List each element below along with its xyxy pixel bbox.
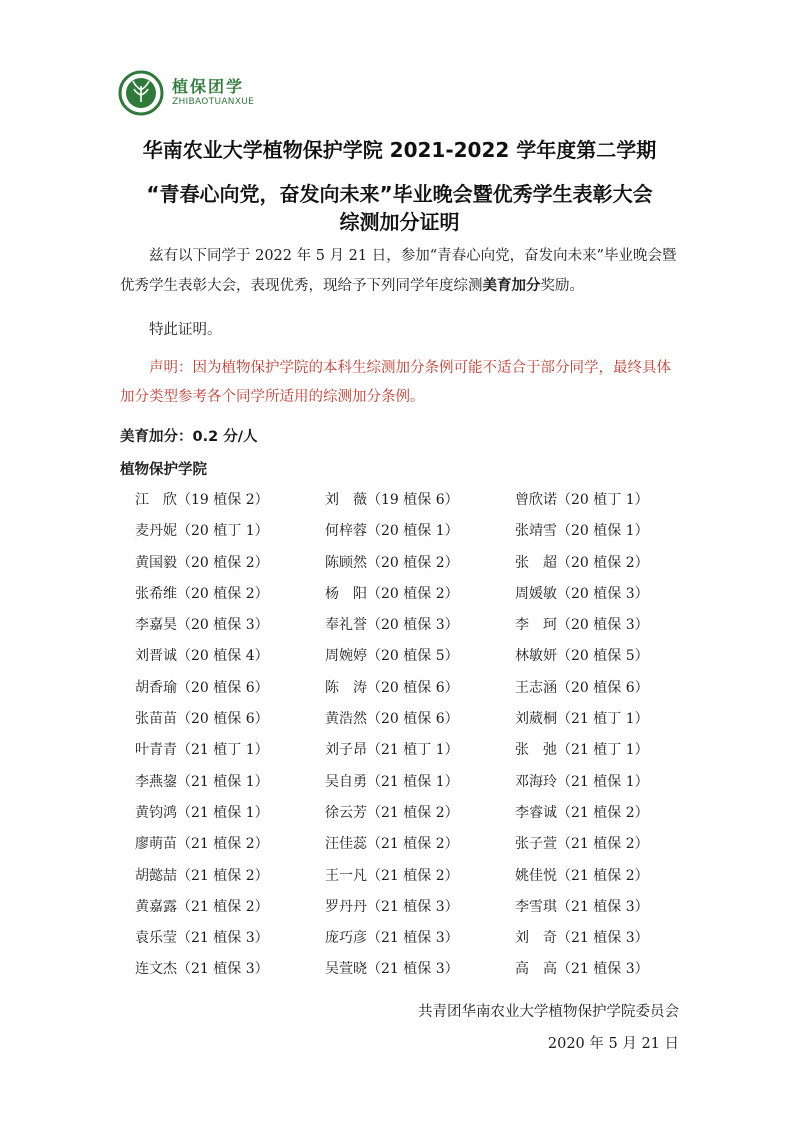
student-entry: 袁乐莹（21 植保 3） bbox=[135, 930, 269, 947]
notice-paragraph: 声明：因为植物保护学院的本科生综测加分条例可能不适合于部分同学，最终具体加分类型参考各个同学所适用的综测加分条例。 bbox=[120, 360, 671, 405]
student-entry: 连文杰（21 植保 3） bbox=[135, 961, 269, 978]
student-entry: 吴自勇（21 植保 1） bbox=[325, 773, 459, 790]
student-entry: 周婉婷（20 植保 5） bbox=[325, 648, 459, 665]
student-entry: 曾欣诺（20 植丁 1） bbox=[515, 492, 649, 508]
document-title-line2: “青春心向党，奋发向未来”毕业晚会暨优秀学生表彰大会 bbox=[146, 182, 653, 206]
student-entry: 刘 薇（19 植保 6） bbox=[325, 492, 459, 508]
student-entry: 林敏妍（20 植保 5） bbox=[515, 648, 649, 665]
student-entry: 奉礼誉（20 植保 3） bbox=[325, 617, 459, 634]
student-entry: 黄钧鸿（21 植保 1） bbox=[135, 804, 269, 821]
student-entry: 张希维（20 植保 2） bbox=[135, 585, 269, 602]
student-entry: 叶青青（21 植丁 1） bbox=[135, 742, 269, 759]
student-entry: 黄嘉露（21 植保 2） bbox=[135, 898, 269, 915]
document-title-line1: 华南农业大学植物保护学院 2021-2022 学年度第二学期 bbox=[142, 138, 657, 162]
student-entry: 张苗苗（20 植保 6） bbox=[135, 711, 269, 728]
student-entry: 张靖雪（20 植保 1） bbox=[515, 523, 649, 540]
student-entry: 姚佳悦（21 植保 2） bbox=[515, 867, 649, 884]
document-title-line3: 综测加分证明 bbox=[339, 210, 460, 234]
intro-highlight: 美育加分 bbox=[482, 277, 541, 294]
student-entry: 高 高（21 植保 3） bbox=[515, 961, 649, 978]
student-entry: 江 欣（19 植保 2） bbox=[135, 492, 269, 508]
student-entry: 黄国毅（20 植保 2） bbox=[135, 554, 269, 571]
student-entry: 李睿诚（21 植保 2） bbox=[515, 804, 649, 821]
student-entry: 王志涵（20 植保 6） bbox=[515, 679, 649, 696]
student-entry: 李嘉昊（20 植保 3） bbox=[135, 617, 269, 634]
logo bbox=[118, 70, 318, 120]
student-list bbox=[135, 486, 695, 987]
student-entry: 张 弛（21 植丁 1） bbox=[515, 742, 649, 759]
student-entry: 庞巧彦（21 植保 3） bbox=[325, 930, 459, 947]
student-entry: 邓海玲（21 植保 1） bbox=[515, 773, 649, 790]
student-entry: 胡懿喆（21 植保 2） bbox=[135, 867, 269, 884]
logo-name: 植保团学 bbox=[172, 77, 245, 96]
student-entry: 刘葳桐（21 植丁 1） bbox=[515, 711, 649, 728]
signature-org: 共青团华南农业大学植物保护学院委员会 bbox=[418, 1004, 679, 1020]
student-entry: 吴萱晓（21 植保 3） bbox=[325, 961, 459, 978]
logo-pinyin: ZHIBAOTUANXUE bbox=[172, 97, 255, 107]
student-entry: 徐云芳（21 植保 2） bbox=[325, 804, 459, 821]
student-entry: 罗丹丹（21 植保 3） bbox=[325, 898, 459, 915]
intro-paragraph bbox=[120, 242, 680, 301]
bonus-line: 美育加分：0.2 分/人 bbox=[120, 429, 258, 445]
intro-text: 兹有以下同学于 2022 年 5 月 21 日，参加“青春心向党，奋发向未来”毕业晚会暨优秀学生表彰大会，表现优秀，现给予下列同学年度综测 bbox=[120, 248, 677, 294]
student-entry: 杨 阳（20 植保 2） bbox=[325, 585, 459, 602]
intro-text-end: 奖励。 bbox=[540, 278, 584, 294]
student-entry: 何梓蓉（20 植保 1） bbox=[325, 523, 459, 540]
signature-date: 2020 年 5 月 21 日 bbox=[547, 1036, 679, 1052]
student-entry: 张 超（20 植保 2） bbox=[515, 554, 649, 571]
student-entry: 李雪琪（21 植保 3） bbox=[515, 898, 649, 915]
college-name: 植物保护学院 bbox=[120, 462, 207, 478]
student-entry: 胡香瑜（20 植保 6） bbox=[135, 679, 269, 696]
student-entry: 汪佳蕊（21 植保 2） bbox=[325, 836, 459, 853]
plant-emblem-icon bbox=[118, 70, 164, 116]
student-entry: 廖萌苗（21 植保 2） bbox=[135, 836, 269, 853]
student-entry: 李燕鋆（21 植保 1） bbox=[135, 773, 269, 790]
student-entry: 李 珂（20 植保 3） bbox=[515, 617, 649, 634]
student-entry: 张子萱（21 植保 2） bbox=[515, 836, 649, 853]
student-entry: 刘 奇（21 植保 3） bbox=[515, 930, 649, 947]
student-entry: 刘子昂（21 植丁 1） bbox=[325, 742, 459, 759]
student-entry: 刘晋诚（20 植保 4） bbox=[135, 648, 269, 665]
student-entry: 黄浩然（20 植保 6） bbox=[325, 711, 459, 728]
student-entry: 麦丹妮（20 植丁 1） bbox=[135, 523, 269, 540]
student-entry: 陈顾然（20 植保 2） bbox=[325, 554, 459, 571]
student-entry: 周媛敏（20 植保 3） bbox=[515, 585, 649, 602]
student-entry: 王一凡（21 植保 2） bbox=[325, 867, 459, 884]
student-entry: 陈 涛（20 植保 6） bbox=[325, 679, 459, 696]
certify-paragraph: 特此证明。 bbox=[149, 322, 222, 338]
